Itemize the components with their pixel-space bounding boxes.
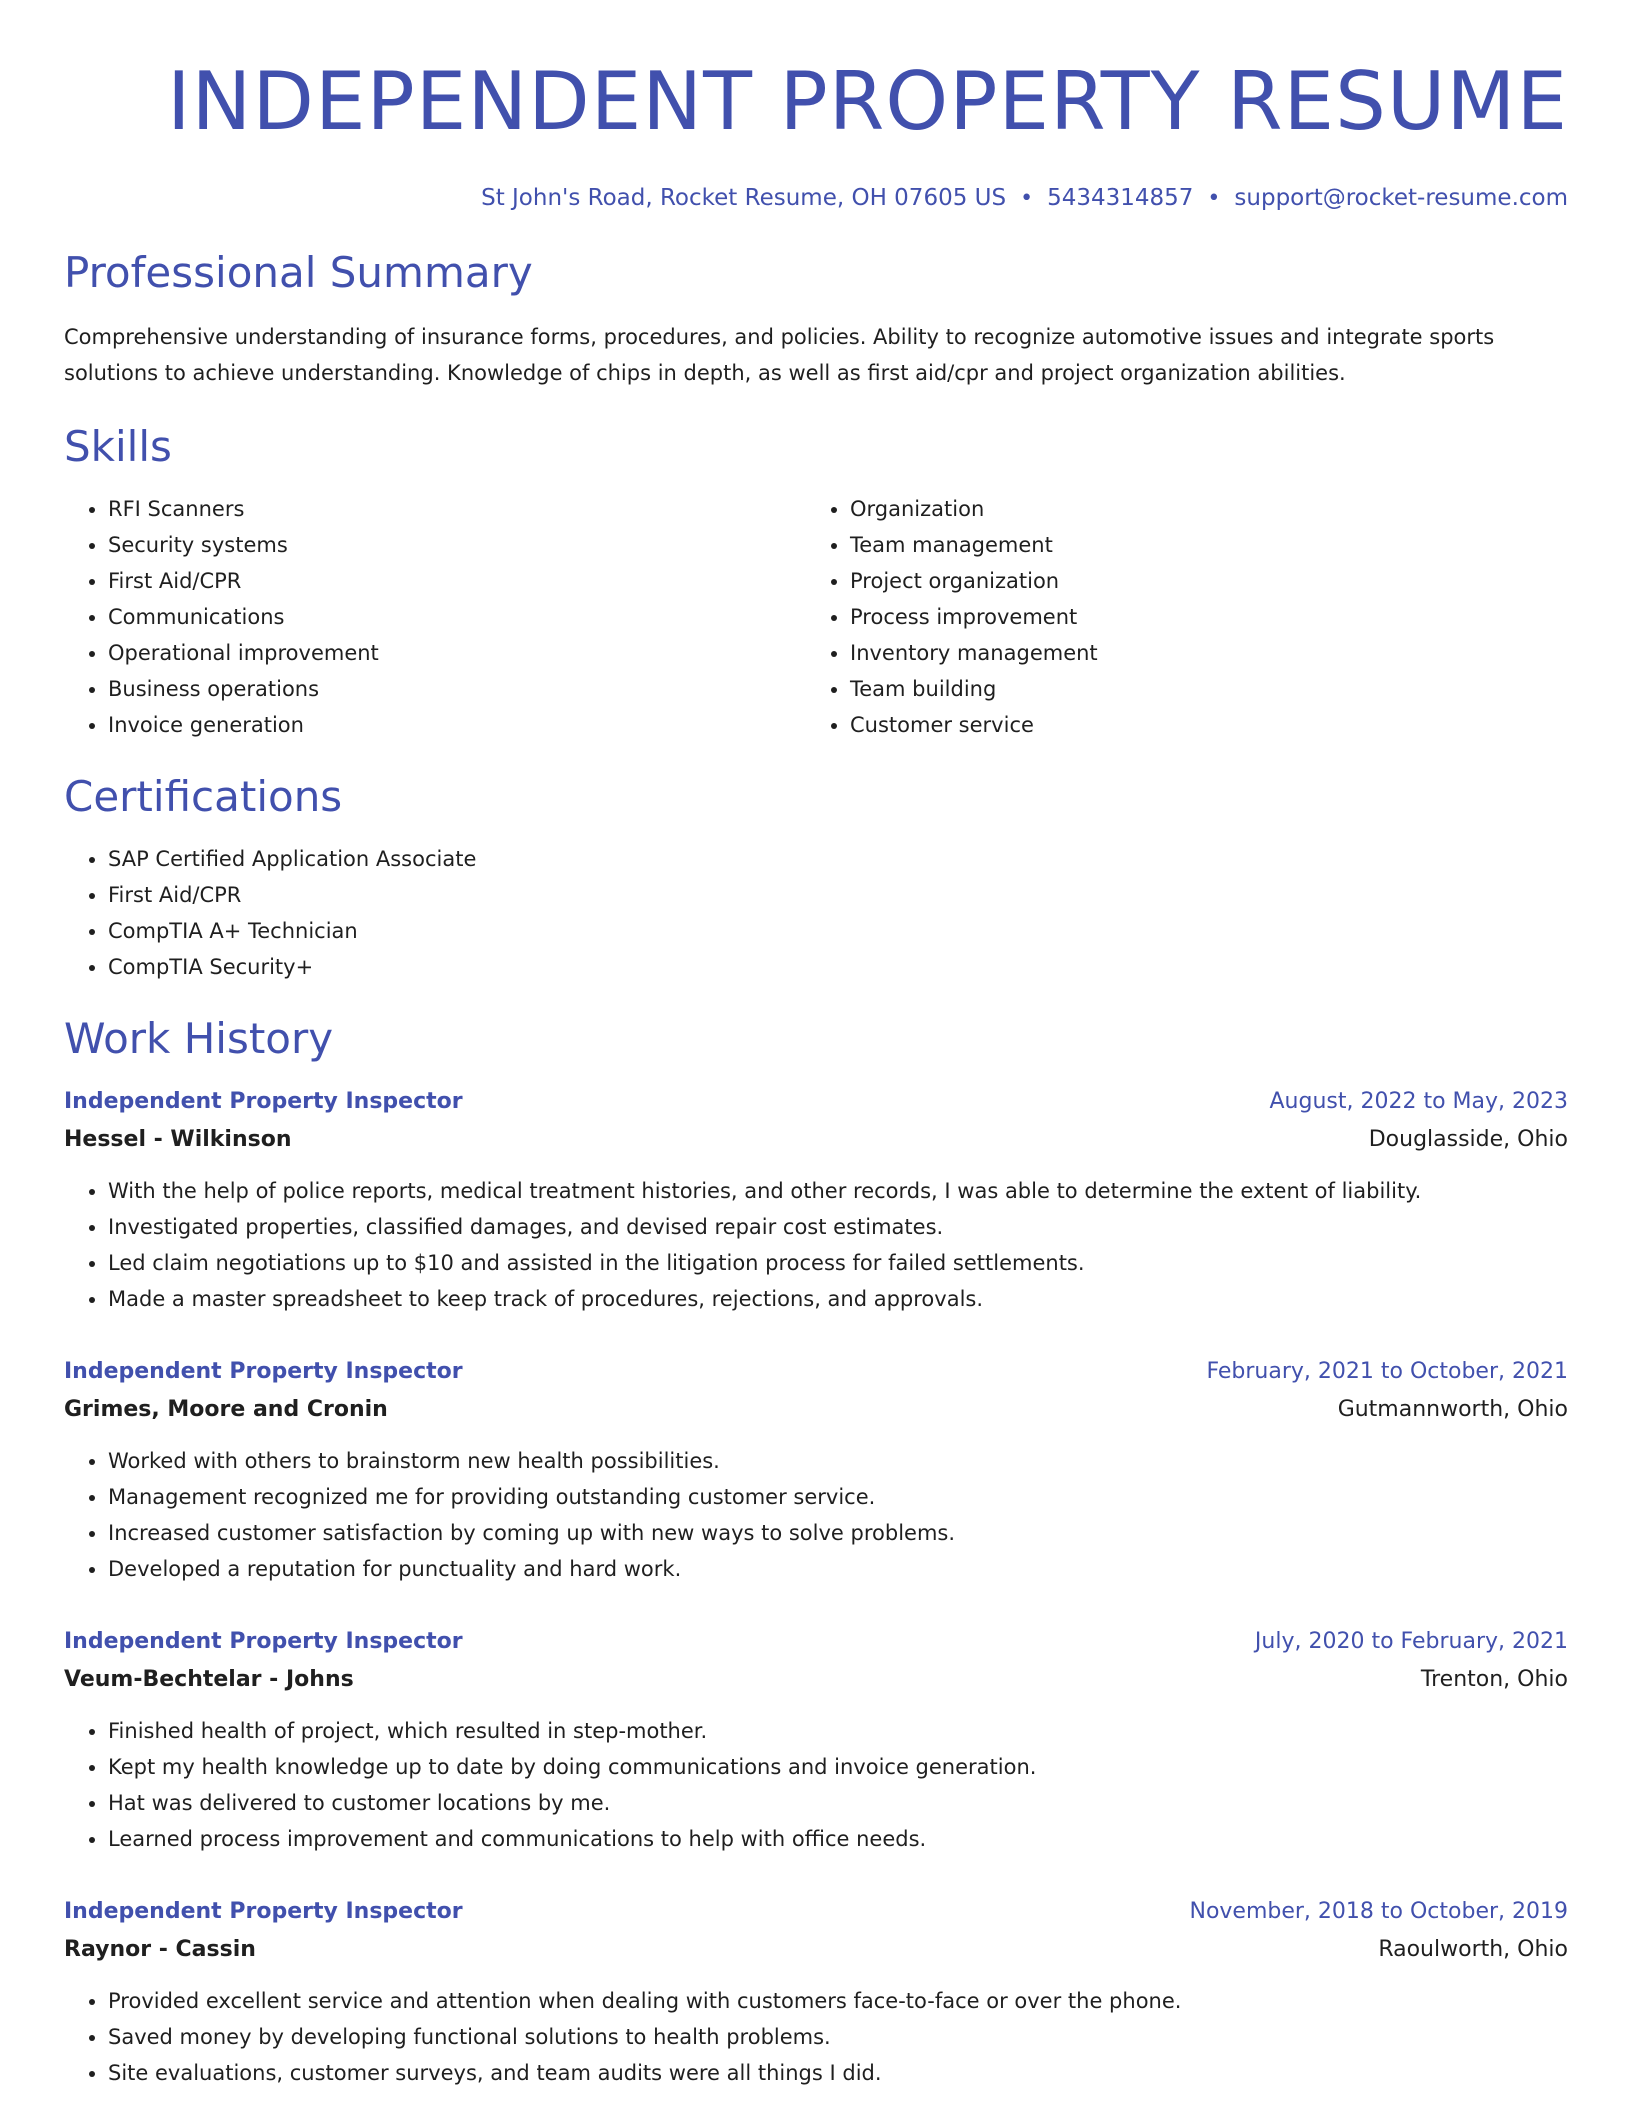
job-title-row <box>64 1083 1568 1121</box>
job-bullet: • With the help of police reports, medical treatment histories, and other records, I was able to determine the extent of liability. <box>108 1173 1568 1209</box>
summary-text: Comprehensive understanding of insurance forms, procedures, and policies. Ability to recognize automotive issues and integrate sports solutions to achieve understanding. Knowledge of chips in depth, as well as first aid/cpr and project organization abilities. <box>64 325 1495 385</box>
job-bullets <box>64 1983 1568 2091</box>
contact-separator: • <box>1207 186 1221 211</box>
skill-item: • Business operations <box>108 671 806 707</box>
skill-item: • Project organization <box>850 563 1548 599</box>
skills-list-left <box>64 491 806 743</box>
job-entry <box>64 1893 1568 2091</box>
job-bullet: • Led claim negotiations up to $10 and assisted in the litigation process for failed settlements. <box>108 1245 1568 1281</box>
job-company-row <box>64 1931 1568 1969</box>
summary-heading: Professional Summary <box>64 248 533 297</box>
job-title: Independent Property Inspector <box>64 1899 463 1924</box>
job-location: Raoulworth, Ohio <box>1378 1937 1568 1962</box>
skills-heading: Skills <box>64 422 172 471</box>
contact-line <box>64 182 1568 215</box>
skill-item: • Customer service <box>850 707 1548 743</box>
job-location: Douglasside, Ohio <box>1368 1127 1568 1152</box>
job-company: Grimes, Moore and Cronin <box>64 1397 388 1422</box>
skill-item: • Team management <box>850 527 1548 563</box>
job-bullets <box>64 1713 1568 1857</box>
job-bullet: • Developed a reputation for punctuality and hard work. <box>108 1551 1568 1587</box>
job-company-row <box>64 1391 1568 1429</box>
job-company: Veum-Bechtelar - Johns <box>64 1667 354 1692</box>
job-company: Raynor - Cassin <box>64 1937 256 1962</box>
job-location: Gutmannworth, Ohio <box>1337 1397 1568 1422</box>
job-company-row <box>64 1121 1568 1159</box>
certification-item: • First Aid/CPR <box>108 877 1568 913</box>
job-bullet: • Provided excellent service and attention when dealing with customers face-to-face or over the phone. <box>108 1983 1568 2019</box>
skill-item: • Team building <box>850 671 1548 707</box>
job-bullet: • Kept my health knowledge up to date by doing communications and invoice generation. <box>108 1749 1568 1785</box>
job-bullets <box>64 1173 1568 1317</box>
job-entry <box>64 1083 1568 1317</box>
skill-item: • Process improvement <box>850 599 1548 635</box>
skill-item: • Inventory management <box>850 635 1548 671</box>
contact-email[interactable]: support@rocket-resume.com <box>1234 185 1568 211</box>
skill-item: • Communications <box>108 599 806 635</box>
job-company: Hessel - Wilkinson <box>64 1127 292 1152</box>
certification-item: • SAP Certified Application Associate <box>108 841 1568 877</box>
skill-item: • First Aid/CPR <box>108 563 806 599</box>
job-title-row <box>64 1353 1568 1391</box>
job-bullet: • Increased customer satisfaction by coming up with new ways to solve problems. <box>108 1515 1568 1551</box>
job-bullet: • Made a master spreadsheet to keep track of procedures, rejections, and approvals. <box>108 1281 1568 1317</box>
job-dates: February, 2021 to October, 2021 <box>1206 1359 1568 1384</box>
certifications-list <box>64 841 1568 985</box>
certifications-heading: Certifications <box>64 772 343 821</box>
job-bullet: • Learned process improvement and communications to help with office needs. <box>108 1821 1568 1857</box>
job-title-row <box>64 1623 1568 1661</box>
skill-item: • RFI Scanners <box>108 491 806 527</box>
skill-item: • Invoice generation <box>108 707 806 743</box>
skills-columns <box>64 491 1568 743</box>
skill-item: • Operational improvement <box>108 635 806 671</box>
contact-separator: • <box>1020 186 1034 211</box>
job-bullet: • Site evaluations, customer surveys, and team audits were all things I did. <box>108 2055 1568 2091</box>
job-title: Independent Property Inspector <box>64 1629 463 1654</box>
job-dates: August, 2022 to May, 2023 <box>1269 1089 1568 1114</box>
job-bullet: • Hat was delivered to customer locations by me. <box>108 1785 1568 1821</box>
resume-title: INDEPENDENT PROPERTY RESUME <box>166 55 1568 148</box>
skill-item: • Security systems <box>108 527 806 563</box>
job-title-row <box>64 1893 1568 1931</box>
job-title: Independent Property Inspector <box>64 1359 463 1384</box>
certification-item: • CompTIA Security+ <box>108 949 1568 985</box>
job-dates: November, 2018 to October, 2019 <box>1189 1899 1568 1924</box>
job-bullet: • Investigated properties, classified damages, and devised repair cost estimates. <box>108 1209 1568 1245</box>
job-bullet: • Finished health of project, which resulted in step-mother. <box>108 1713 1568 1749</box>
skill-item: • Organization <box>850 491 1548 527</box>
certification-item: • CompTIA A+ Technician <box>108 913 1568 949</box>
contact-phone: 5434314857 <box>1047 185 1194 211</box>
skills-list-right <box>806 491 1548 743</box>
contact-address: St John's Road, Rocket Resume, OH 07605 US <box>481 185 1007 211</box>
job-title: Independent Property Inspector <box>64 1089 463 1114</box>
job-bullet: • Saved money by developing functional solutions to health problems. <box>108 2019 1568 2055</box>
job-dates: July, 2020 to February, 2021 <box>1254 1629 1568 1654</box>
job-bullet: • Management recognized me for providing outstanding customer service. <box>108 1479 1568 1515</box>
job-entry <box>64 1353 1568 1587</box>
job-location: Trenton, Ohio <box>1420 1667 1568 1692</box>
job-company-row <box>64 1661 1568 1699</box>
job-bullet: • Worked with others to brainstorm new health possibilities. <box>108 1443 1568 1479</box>
job-bullets <box>64 1443 1568 1587</box>
job-entry <box>64 1623 1568 1857</box>
work-history-heading: Work History <box>64 1014 334 1063</box>
